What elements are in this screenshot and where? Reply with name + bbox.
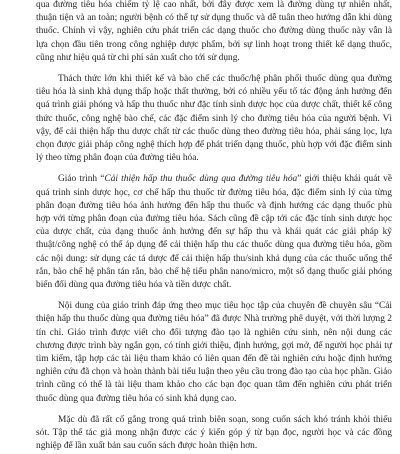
paragraph-text-after-title: ” giới thiệu khái quát về quá trình sinh dược học, cơ chế hấp thu thuốc từ đường tiêu hóa, đặc điểm sinh lý của từng phân đoạn đường tiêu hóa ảnh hưởng đến hấp thu thuốc và định hướng các dạng thuốc phù hợp với từng phân đoạn của đường tiêu hóa. Sách cũng đề cập tới các đặc tính sinh dược học của dược chất, của dạng thuốc ảnh hưởng đến sự hấp thu và khái quát các giải pháp kỹ thuật/công nghệ có thể áp dụng để cải thiện hấp thu các thuốc dùng qua đường tiêu hóa, gồm các nội dung: sử dụng các tá dược để cải thiện hấp thu/sinh khả dụng của các thuốc uống thể rắn, bào chế hệ phân tán rắn, bào chế hệ tiểu phân nano/micro, một số dạng thuốc giải phóng biến đổi dùng qua đường tiêu hóa và tiền dược chất. xyxy=(36,174,392,291)
paragraph-challenges: Thách thức lớn khi thiết kế và bào chế các thuốc/hệ phân phối thuốc dùng qua đường tiêu hóa là sinh khả dụng thấp hoặc thất thường, bởi có nhiều yếu tố tác động ảnh hưởng đến quá trình giải phóng và hấp thu thuốc như đặc tính sinh dược học của dược chất, thiết kế công thức thuốc, công nghệ bào chế, các đặc điểm sinh lý cho đường tiêu hóa của người bệnh. Vì vậy, để cải thiện hấp thu dược chất từ các thuốc dùng theo đường tiêu hóa, phải sáng lọc, lựa chọn được giải pháp công nghệ thích hợp để phát triển dạng thuốc, phù hợp với đặc điểm sinh lý theo từng phân đoạn của đường tiêu hóa. xyxy=(36,74,392,164)
book-title-italic: Cải thiện hấp thu thuốc dùng qua đường tiêu hóa xyxy=(104,174,298,185)
paragraph-curriculum: Nội dung của giáo trình đáp ứng theo mục tiêu học tập của chuyên đề chuyên sâu “Cải thiện hấp thu thuốc dùng qua đường tiêu hóa” đã được Nhà trường phê duyệt, với thời lượng 2 tín chỉ. Giáo trình được viết cho đối tượng đào tạo là nghiên cứu sinh, nên nội dung các chương được trình bày ngắn gọn, có tính giới thiệu, định hướng, gợi mở, để người học phải tự tìm kiếm, tập hợp các tài liệu tham khảo có liên quan đến đề tài nghiên cứu hoặc định hướng nghiên cứu đã chọn và hoàn thành bài tiểu luận theo yêu cầu trong đào tạo của học phần. Giáo trình cũng có thể là tài liệu tham khảo cho các bạn đọc quan tâm đến nghiên cứu phát triển thuốc dùng qua đường tiêu hóa có sinh khả dụng cao. xyxy=(36,301,392,404)
text-column xyxy=(36,0,392,454)
paragraph-acknowledgement: Mặc dù đã rất cố gắng trong quá trình biên soạn, song cuốn sách khó tránh khỏi thiếu sót. Tập thể tác giả mong nhận được các ý kiến góp ý từ bạn đọc, người học và các đồng nghiệp để lần xuất bản sau cuốn sách được hoàn thiện hơn. xyxy=(36,414,392,452)
paragraph-textbook-overview xyxy=(36,173,392,292)
paragraph-text-before-title: Giáo trình “ xyxy=(58,174,105,185)
paragraph-intro-continued: qua đường tiêu hóa chiếm tỷ lệ cao nhất, bởi đây được xem là đường dùng tự nhiên nhất, thuận tiện và an toàn; người bệnh có thể tự sử dụng thuốc và dễ tuân theo hướng dẫn khi dùng thuốc. Chính vì vậy, nghiên cứu phát triển các dạng thuốc cho đường dùng thuốc này vẫn là lựa chọn đầu tiên trong công nghiệp dược phẩm, bởi sự linh hoạt trong thiết kế dạng thuốc, cũng như hiệu quả từ chi phí sản xuất cho tới sử dụng. xyxy=(36,0,392,63)
